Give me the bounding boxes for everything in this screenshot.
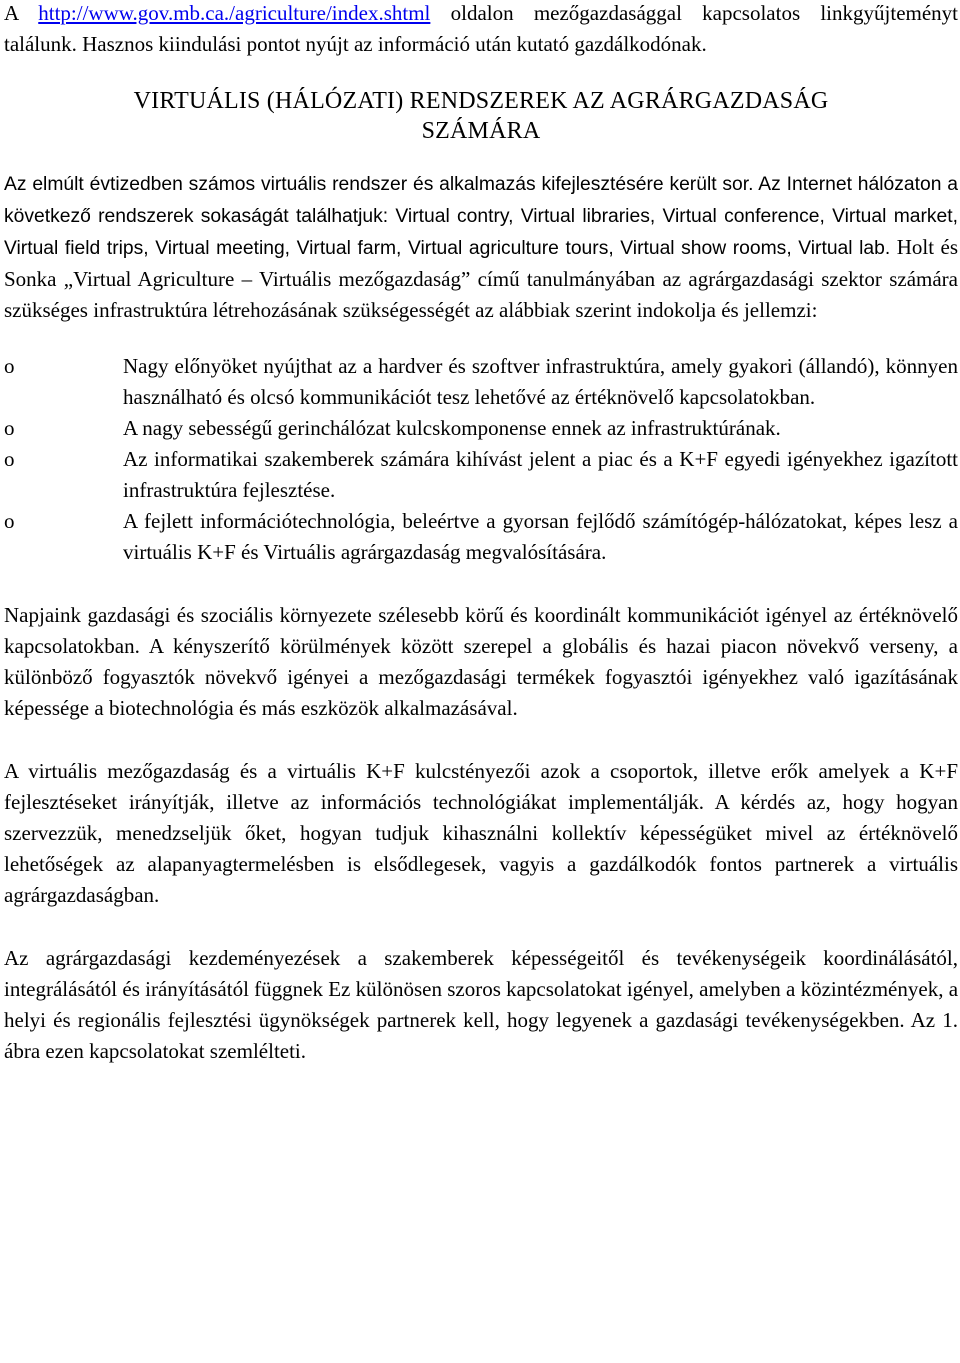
list-item-text: A fejlett információtechnológia, beleértve a gyorsan fejlődő számítógép-hálózatokat, képes lesz a virtuális K+F és Virtuális agrárgazdaság megvalósítására. bbox=[123, 509, 958, 564]
list-item-text: A nagy sebességű gerinchálózat kulcskomponense ennek az infrastruktúrának. bbox=[123, 416, 781, 440]
list-item bbox=[4, 351, 958, 413]
paragraph-initiatives: Az agrárgazdasági kezdeményezések a szakemberek képességeitől és tevékenységeik koordinálásától, integrálásától és irányításától függnek Ez különösen szoros kapcsolatokat igényel, amelyben a közintézmények, a helyi és regionális fejlesztési ügynökségek partnerek kell, hogy legyenek a gazdasági tevékenységekben. Az 1. ábra ezen kapcsolatokat szemlélteti. bbox=[4, 946, 959, 1063]
paragraph-key-factors: A virtuális mezőgazdaság és a virtuális K+F kulcstényezői azok a csoportok, illetve erők amelyek a K+F fejlesztéseket irányítják, illetve az információs technológiákat implementálják. A kérdés az, hogy hogyan szervezzük, menedzseljük őket, hogyan tudjuk kihasználni kollektív képességüket mivel az értéknövelő lehetőségek az alapanyagtermelésben is elsődlegesek, vagyis a gazdálkodók fontos partnerek a virtuális agrárgazdaságban. bbox=[4, 759, 958, 907]
bullet-marker: o bbox=[4, 354, 15, 378]
agriculture-link[interactable]: http://www.gov.mb.ca./agriculture/index.shtml bbox=[38, 1, 431, 25]
list-item-text: Nagy előnyöket nyújthat az a hardver és szoftver infrastruktúra, amely gyakori (állandó), könnyen használható és olcsó kommunikációt tesz lehetővé az értéknövelő kapcsolatokban. bbox=[123, 354, 958, 409]
list-item bbox=[4, 506, 958, 568]
list-item bbox=[4, 413, 958, 444]
intro-prefix: A bbox=[4, 1, 39, 25]
list-item-text: Az informatikai szakemberek számára kihívást jelent a piac és a K+F egyedi igényekhez igazított infrastruktúra fejlesztése. bbox=[123, 447, 958, 502]
intro-suffix: oldalon mezőgazdasággal kapcsolatos linkgyűjteményt találunk. Hasznos kiindulási pontot nyújt az információ után kutató gazdálkodónak. bbox=[4, 1, 959, 56]
paragraph-virtual-systems bbox=[4, 168, 958, 326]
section-heading-line2: SZÁMÁRA bbox=[421, 118, 541, 144]
paragraph-economic-environment: Napjaink gazdasági és szociális környezete szélesebb körű és koordinált kommunikációt igényel az értéknövelő kapcsolatokban. A kényszerítő körülmények között szerepel a globális és hazai piacon növekvő verseny, a különböző fogyasztók növekvő igényei a mezőgazdasági termékek fogyasztói igényekhez való igazításának képessége a biotechnológia és más eszközök alkalmazásával. bbox=[4, 603, 958, 720]
paragraph-virtual-systems-serif: Holt és Sonka „Virtual Agriculture – Virtuális mezőgazdaság” című tanulmányában az agrárgazdasági szektor számára szükséges infrastruktúra létrehozásának szükségességét az alábbiak szerint indokolja és jellemzi: bbox=[4, 235, 958, 322]
bullet-marker: o bbox=[4, 416, 15, 440]
document-page bbox=[4, 0, 958, 1067]
section-heading bbox=[4, 86, 958, 146]
intro-paragraph bbox=[4, 0, 958, 60]
section-heading-line1: VIRTUÁLIS (HÁLÓZATI) RENDSZEREK AZ AGRÁRGAZDASÁG bbox=[133, 88, 829, 114]
bullet-marker: o bbox=[4, 509, 15, 533]
bullet-list bbox=[4, 351, 958, 568]
paragraph-virtual-systems-sans: Az elmúlt évtizedben számos virtuális rendszer és alkalmazás kifejlesztésére került sor. Az Internet hálózaton a következő rendszerek sokaságát találhatjuk: Virtual contry, Virtual libraries, Virtual conference, Virtual market, Virtual field trips, Virtual meeting, Virtual farm, Virtual agriculture tours, Virtual show rooms, Virtual lab. bbox=[4, 174, 958, 259]
list-item bbox=[4, 444, 958, 506]
bullet-marker: o bbox=[4, 447, 15, 471]
